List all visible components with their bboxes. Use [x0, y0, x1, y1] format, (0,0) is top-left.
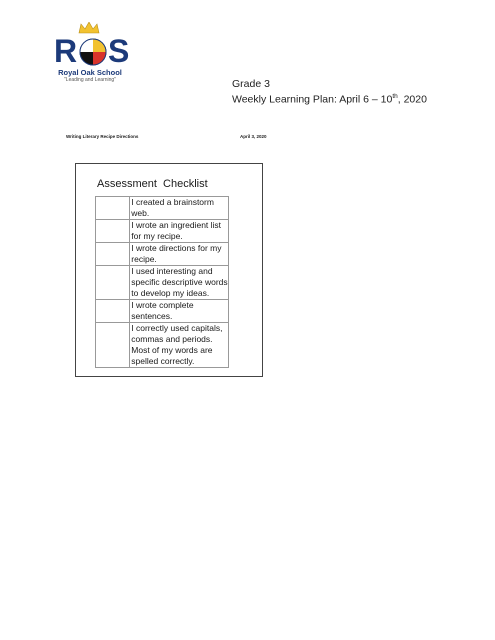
weekly-plan-suffix-sup: th: [392, 93, 398, 100]
checklist-item: I correctly used capitals, commas and periods. Most of my words are spelled correctly.: [130, 323, 229, 368]
logo-letter-s: S: [108, 33, 130, 69]
checkbox-cell[interactable]: [96, 323, 130, 368]
checkbox-cell[interactable]: [96, 220, 130, 243]
weekly-plan-heading: [232, 91, 427, 106]
medicine-wheel-icon: [78, 35, 108, 67]
checklist-row: [96, 300, 229, 323]
weekly-plan-suffix: , 2020: [397, 93, 427, 106]
checklist-row: [96, 266, 229, 300]
weekly-plan-prefix: Weekly Learning Plan: April 6 – 10: [232, 93, 393, 106]
checklist-item: I wrote an ingredient list for my recipe.: [130, 220, 229, 243]
checklist-row: [96, 197, 229, 220]
checklist-item: I wrote complete sentences.: [130, 300, 229, 323]
document-date: April 3, 2020: [240, 134, 267, 139]
checklist-item: I used interesting and specific descriptive words to develop my ideas.: [131, 266, 228, 298]
checklist-table: [95, 196, 229, 368]
checkbox-cell[interactable]: [96, 300, 130, 323]
assessment-title: Assessment Checklist: [97, 178, 208, 190]
checklist-row: [96, 323, 229, 368]
grade-heading: Grade 3: [232, 78, 270, 90]
assessment-checklist-box: [75, 163, 263, 377]
crown-icon: [78, 22, 100, 34]
checklist-row: [96, 243, 229, 266]
checklist-item: I wrote directions for my recipe.: [130, 243, 229, 266]
checkbox-cell[interactable]: [96, 266, 130, 300]
checkbox-cell[interactable]: [96, 243, 130, 266]
logo-lettering: [54, 34, 130, 68]
document-title: Writing Literary Recipe Directions: [66, 134, 139, 139]
logo-letter-r: R: [54, 33, 78, 69]
checkbox-cell[interactable]: [96, 197, 130, 220]
checklist-row: [96, 220, 229, 243]
school-name: Royal Oak School: [58, 68, 122, 77]
checklist-item: I created a brainstorm web.: [130, 197, 229, 220]
school-motto: "Leading and Learning": [64, 77, 116, 83]
school-logo: [50, 22, 130, 84]
